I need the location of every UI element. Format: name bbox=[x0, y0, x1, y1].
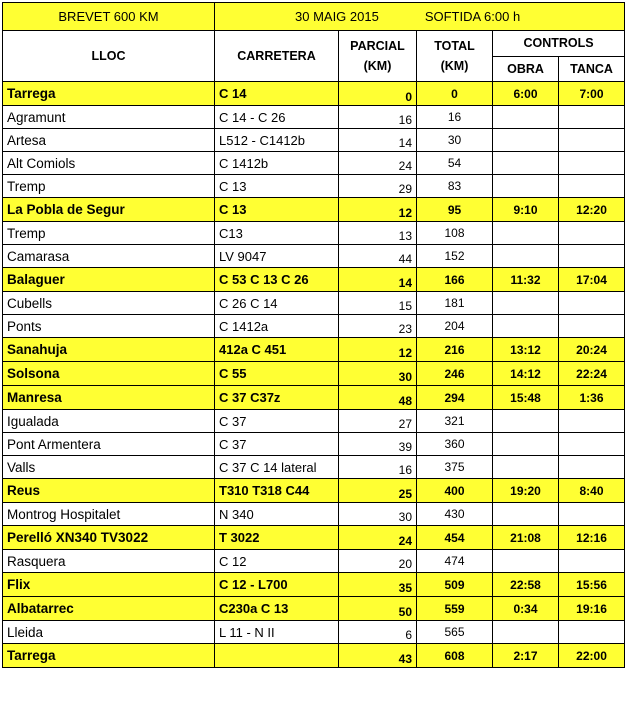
cell-total: 54 bbox=[417, 152, 493, 175]
cell-parcial: 24 bbox=[339, 152, 417, 175]
cell-obra: 14:12 bbox=[493, 362, 559, 386]
cell-carretera: 412a C 451 bbox=[215, 338, 339, 362]
cell-tanca: 7:00 bbox=[559, 82, 625, 106]
cell-tanca: 17:04 bbox=[559, 268, 625, 292]
table-row bbox=[3, 222, 625, 245]
cell-parcial: 20 bbox=[339, 550, 417, 573]
cell-lloc: Solsona bbox=[3, 362, 215, 386]
cell-parcial: 43 bbox=[339, 644, 417, 668]
table-row bbox=[3, 621, 625, 644]
brevet-route-table bbox=[2, 2, 625, 668]
cell-obra bbox=[493, 175, 559, 198]
cell-carretera: C13 bbox=[215, 222, 339, 245]
cell-total: 474 bbox=[417, 550, 493, 573]
col-obra: OBRA bbox=[493, 56, 559, 82]
cell-parcial: 12 bbox=[339, 338, 417, 362]
cell-total: 375 bbox=[417, 456, 493, 479]
col-parcial-label: PARCIAL bbox=[350, 39, 405, 53]
cell-tanca bbox=[559, 433, 625, 456]
cell-parcial: 39 bbox=[339, 433, 417, 456]
cell-total: 0 bbox=[417, 82, 493, 106]
cell-tanca bbox=[559, 292, 625, 315]
cell-total: 204 bbox=[417, 315, 493, 338]
cell-obra: 2:17 bbox=[493, 644, 559, 668]
cell-total: 216 bbox=[417, 338, 493, 362]
cell-obra bbox=[493, 433, 559, 456]
cell-parcial: 14 bbox=[339, 268, 417, 292]
cell-total: 16 bbox=[417, 106, 493, 129]
cell-carretera: C 37 C37z bbox=[215, 386, 339, 410]
col-lloc: LLOC bbox=[3, 31, 215, 82]
cell-carretera: L512 - C1412b bbox=[215, 129, 339, 152]
cell-carretera: L 11 - N II bbox=[215, 621, 339, 644]
cell-tanca bbox=[559, 129, 625, 152]
cell-tanca: 20:24 bbox=[559, 338, 625, 362]
control-row bbox=[3, 573, 625, 597]
cell-parcial: 16 bbox=[339, 456, 417, 479]
cell-carretera: C 1412a bbox=[215, 315, 339, 338]
cell-lloc: Cubells bbox=[3, 292, 215, 315]
control-row bbox=[3, 82, 625, 106]
cell-parcial: 25 bbox=[339, 479, 417, 503]
cell-tanca bbox=[559, 106, 625, 129]
cell-lloc: Sanahuja bbox=[3, 338, 215, 362]
cell-tanca: 15:56 bbox=[559, 573, 625, 597]
col-total-unit: (KM) bbox=[440, 59, 469, 73]
cell-lloc: Balaguer bbox=[3, 268, 215, 292]
cell-obra bbox=[493, 456, 559, 479]
cell-obra bbox=[493, 292, 559, 315]
table-row bbox=[3, 129, 625, 152]
cell-tanca: 19:16 bbox=[559, 597, 625, 621]
cell-carretera: C 26 C 14 bbox=[215, 292, 339, 315]
cell-lloc: Camarasa bbox=[3, 245, 215, 268]
cell-lloc: Alt Comiols bbox=[3, 152, 215, 175]
event-info bbox=[215, 3, 625, 31]
cell-lloc: Tremp bbox=[3, 222, 215, 245]
cell-carretera: C230a C 13 bbox=[215, 597, 339, 621]
col-controls: CONTROLS bbox=[493, 31, 625, 57]
control-row bbox=[3, 526, 625, 550]
cell-total: 83 bbox=[417, 175, 493, 198]
cell-lloc: Valls bbox=[3, 456, 215, 479]
col-parcial bbox=[339, 31, 417, 82]
cell-obra bbox=[493, 550, 559, 573]
cell-total: 608 bbox=[417, 644, 493, 668]
cell-parcial: 48 bbox=[339, 386, 417, 410]
cell-parcial: 0 bbox=[339, 82, 417, 106]
cell-tanca: 22:00 bbox=[559, 644, 625, 668]
cell-total: 565 bbox=[417, 621, 493, 644]
col-carretera: CARRETERA bbox=[215, 31, 339, 82]
cell-parcial: 6 bbox=[339, 621, 417, 644]
cell-obra: 21:08 bbox=[493, 526, 559, 550]
cell-carretera: C 13 bbox=[215, 198, 339, 222]
cell-parcial: 35 bbox=[339, 573, 417, 597]
cell-tanca: 12:16 bbox=[559, 526, 625, 550]
table-row bbox=[3, 315, 625, 338]
control-row bbox=[3, 268, 625, 292]
cell-obra: 11:32 bbox=[493, 268, 559, 292]
table-row bbox=[3, 410, 625, 433]
cell-tanca bbox=[559, 456, 625, 479]
cell-obra: 0:34 bbox=[493, 597, 559, 621]
cell-obra bbox=[493, 315, 559, 338]
cell-lloc: Tarrega bbox=[3, 82, 215, 106]
cell-tanca bbox=[559, 503, 625, 526]
cell-carretera: C 37 bbox=[215, 433, 339, 456]
col-parcial-unit: (KM) bbox=[363, 59, 392, 73]
cell-carretera: C 12 - L700 bbox=[215, 573, 339, 597]
cell-parcial: 29 bbox=[339, 175, 417, 198]
cell-carretera: C 37 bbox=[215, 410, 339, 433]
cell-lloc: Reus bbox=[3, 479, 215, 503]
col-total bbox=[417, 31, 493, 82]
table-row bbox=[3, 245, 625, 268]
cell-lloc: Perelló XN340 TV3022 bbox=[3, 526, 215, 550]
cell-tanca: 12:20 bbox=[559, 198, 625, 222]
cell-obra bbox=[493, 410, 559, 433]
cell-obra: 6:00 bbox=[493, 82, 559, 106]
cell-tanca bbox=[559, 315, 625, 338]
cell-carretera: C 13 bbox=[215, 175, 339, 198]
cell-tanca bbox=[559, 245, 625, 268]
cell-lloc: Manresa bbox=[3, 386, 215, 410]
cell-parcial: 15 bbox=[339, 292, 417, 315]
cell-total: 294 bbox=[417, 386, 493, 410]
cell-parcial: 30 bbox=[339, 362, 417, 386]
cell-total: 321 bbox=[417, 410, 493, 433]
cell-total: 360 bbox=[417, 433, 493, 456]
cell-obra bbox=[493, 222, 559, 245]
cell-obra: 15:48 bbox=[493, 386, 559, 410]
control-row bbox=[3, 338, 625, 362]
cell-tanca: 1:36 bbox=[559, 386, 625, 410]
cell-obra bbox=[493, 106, 559, 129]
table-row bbox=[3, 433, 625, 456]
cell-obra: 19:20 bbox=[493, 479, 559, 503]
cell-parcial: 44 bbox=[339, 245, 417, 268]
cell-obra bbox=[493, 129, 559, 152]
cell-lloc: Pont Armentera bbox=[3, 433, 215, 456]
control-row bbox=[3, 362, 625, 386]
cell-lloc: Lleida bbox=[3, 621, 215, 644]
cell-total: 95 bbox=[417, 198, 493, 222]
cell-total: 430 bbox=[417, 503, 493, 526]
col-total-label: TOTAL bbox=[434, 39, 475, 53]
cell-total: 246 bbox=[417, 362, 493, 386]
cell-total: 400 bbox=[417, 479, 493, 503]
cell-total: 30 bbox=[417, 129, 493, 152]
cell-parcial: 30 bbox=[339, 503, 417, 526]
cell-lloc: Igualada bbox=[3, 410, 215, 433]
cell-carretera: LV 9047 bbox=[215, 245, 339, 268]
control-row bbox=[3, 479, 625, 503]
column-header-row bbox=[3, 31, 625, 57]
brevet-title: BREVET 600 KM bbox=[3, 3, 215, 31]
cell-parcial: 12 bbox=[339, 198, 417, 222]
cell-lloc: Flix bbox=[3, 573, 215, 597]
table-row bbox=[3, 106, 625, 129]
cell-parcial: 24 bbox=[339, 526, 417, 550]
table-row bbox=[3, 456, 625, 479]
cell-obra: 13:12 bbox=[493, 338, 559, 362]
cell-lloc: Artesa bbox=[3, 129, 215, 152]
cell-lloc: Rasquera bbox=[3, 550, 215, 573]
cell-obra: 22:58 bbox=[493, 573, 559, 597]
start-time: SOFTIDA 6:00 h bbox=[424, 9, 521, 24]
cell-tanca bbox=[559, 175, 625, 198]
control-row bbox=[3, 386, 625, 410]
control-row bbox=[3, 644, 625, 668]
cell-lloc: Montrog Hospitalet bbox=[3, 503, 215, 526]
col-tanca: TANCA bbox=[559, 56, 625, 82]
cell-obra bbox=[493, 152, 559, 175]
cell-tanca: 22:24 bbox=[559, 362, 625, 386]
cell-total: 108 bbox=[417, 222, 493, 245]
cell-carretera: T310 T318 C44 bbox=[215, 479, 339, 503]
title-row bbox=[3, 3, 625, 31]
table-row bbox=[3, 550, 625, 573]
cell-parcial: 16 bbox=[339, 106, 417, 129]
cell-parcial: 27 bbox=[339, 410, 417, 433]
cell-total: 166 bbox=[417, 268, 493, 292]
cell-carretera: N 340 bbox=[215, 503, 339, 526]
cell-obra: 9:10 bbox=[493, 198, 559, 222]
cell-lloc: Albatarrec bbox=[3, 597, 215, 621]
cell-parcial: 23 bbox=[339, 315, 417, 338]
cell-carretera: C 53 C 13 C 26 bbox=[215, 268, 339, 292]
cell-total: 559 bbox=[417, 597, 493, 621]
event-date: 30 MAIG 2015 bbox=[295, 9, 379, 24]
cell-tanca bbox=[559, 621, 625, 644]
cell-lloc: Tremp bbox=[3, 175, 215, 198]
cell-total: 454 bbox=[417, 526, 493, 550]
cell-carretera: C 12 bbox=[215, 550, 339, 573]
cell-parcial: 13 bbox=[339, 222, 417, 245]
table-row bbox=[3, 152, 625, 175]
cell-parcial: 50 bbox=[339, 597, 417, 621]
table-row bbox=[3, 292, 625, 315]
cell-obra bbox=[493, 621, 559, 644]
cell-carretera: C 55 bbox=[215, 362, 339, 386]
cell-tanca bbox=[559, 550, 625, 573]
cell-total: 509 bbox=[417, 573, 493, 597]
cell-tanca bbox=[559, 410, 625, 433]
cell-lloc: Agramunt bbox=[3, 106, 215, 129]
cell-lloc: La Pobla de Segur bbox=[3, 198, 215, 222]
cell-carretera: T 3022 bbox=[215, 526, 339, 550]
cell-tanca bbox=[559, 152, 625, 175]
control-row bbox=[3, 198, 625, 222]
cell-parcial: 14 bbox=[339, 129, 417, 152]
cell-obra bbox=[493, 245, 559, 268]
cell-total: 152 bbox=[417, 245, 493, 268]
cell-carretera: C 14 bbox=[215, 82, 339, 106]
cell-tanca bbox=[559, 222, 625, 245]
cell-obra bbox=[493, 503, 559, 526]
table-row bbox=[3, 503, 625, 526]
cell-carretera: C 1412b bbox=[215, 152, 339, 175]
table-row bbox=[3, 175, 625, 198]
control-row bbox=[3, 597, 625, 621]
cell-lloc: Tarrega bbox=[3, 644, 215, 668]
cell-tanca: 8:40 bbox=[559, 479, 625, 503]
cell-carretera bbox=[215, 644, 339, 668]
cell-total: 181 bbox=[417, 292, 493, 315]
cell-carretera: C 37 C 14 lateral bbox=[215, 456, 339, 479]
cell-lloc: Ponts bbox=[3, 315, 215, 338]
cell-carretera: C 14 - C 26 bbox=[215, 106, 339, 129]
